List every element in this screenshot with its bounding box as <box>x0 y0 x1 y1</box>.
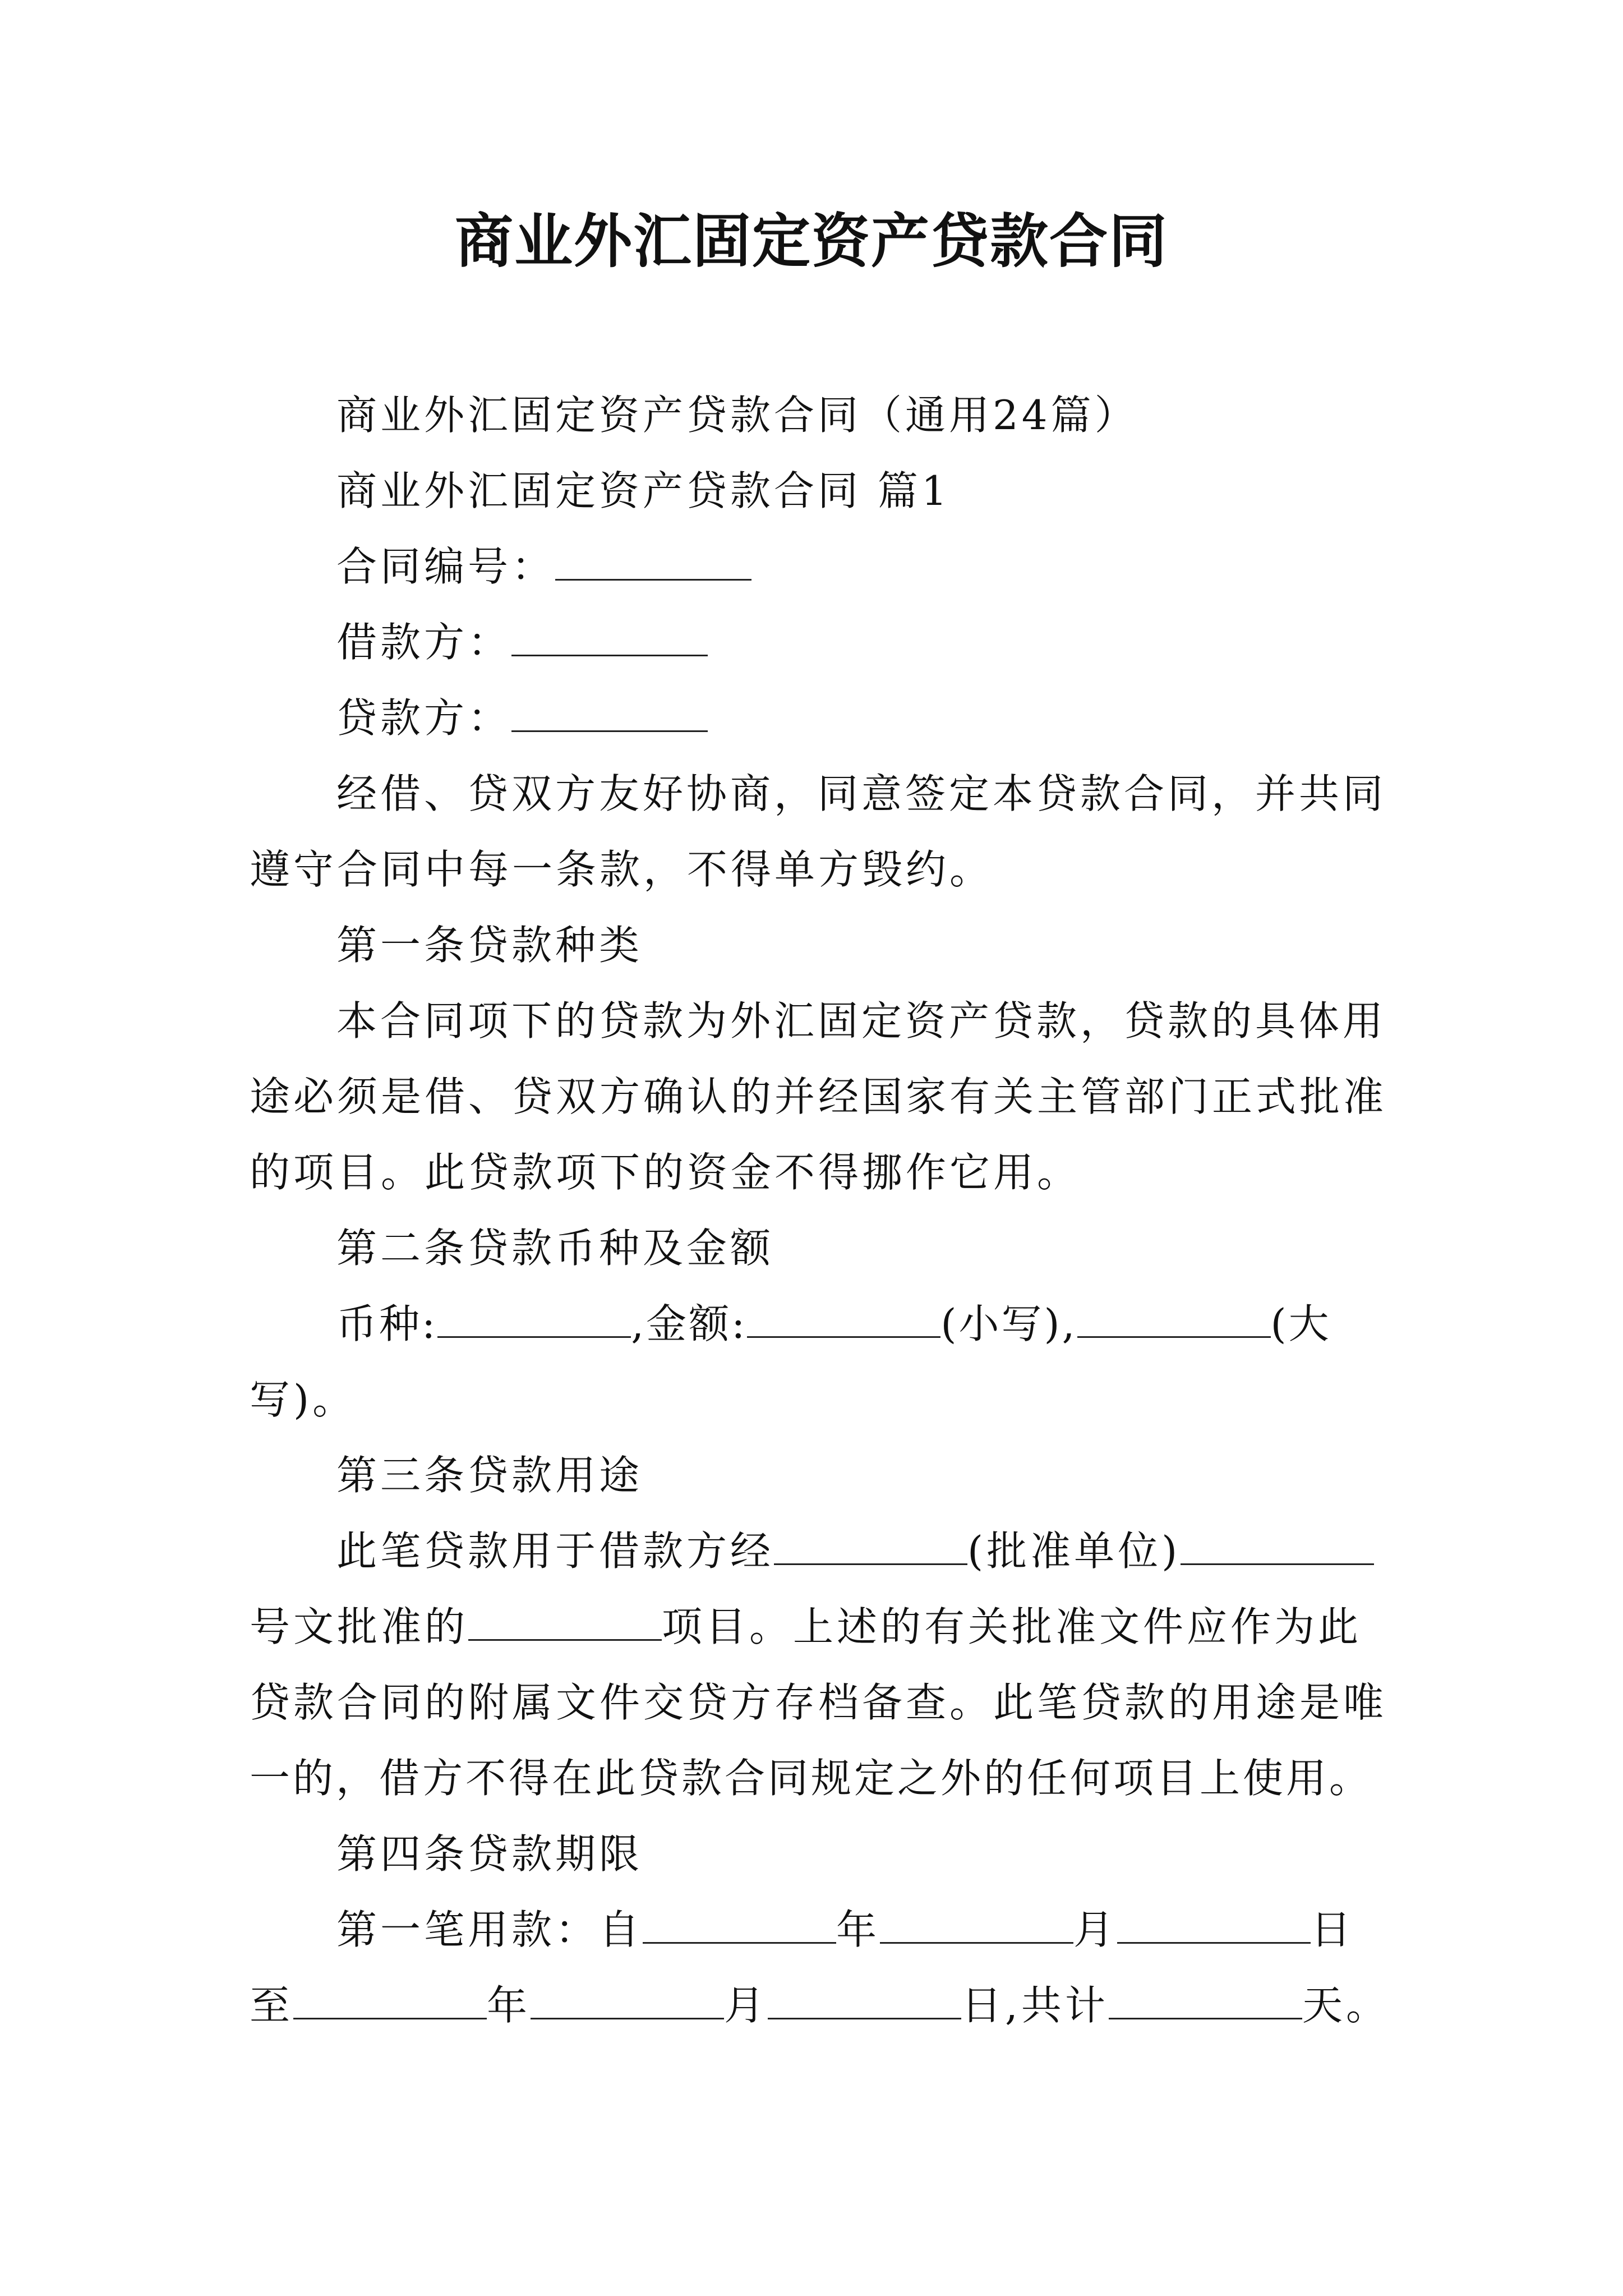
article-3-line-4: 一的，借方不得在此贷款合同规定之外的任何项目上使用。 <box>250 1755 1373 1802</box>
day-total-label: 日,共计 <box>961 1982 1109 2029</box>
article-3-line-3: 贷款合同的附属文件交贷方存档备查。此笔贷款的用途是唯 <box>250 1679 1387 1726</box>
borrower-row <box>336 614 708 670</box>
end-month-blank <box>531 1978 724 2019</box>
contract-number-row <box>336 539 751 595</box>
first-draw-label: 第一笔用款：自 <box>336 1906 643 1953</box>
article-1-line-1: 本合同项下的贷款为外汇固定资产贷款，贷款的具体用 <box>336 997 1387 1045</box>
small-label: (小写), <box>940 1300 1077 1347</box>
intro-line-1: 经借、贷双方友好协商，同意签定本贷款合同，并共同 <box>336 770 1387 817</box>
amount-small-blank <box>747 1297 940 1338</box>
article-1-heading: 第一条贷款种类 <box>336 922 643 969</box>
article-4-line-2 <box>250 1977 1390 2033</box>
big-label: (大 <box>1270 1300 1331 1347</box>
start-year-blank <box>643 1903 836 1944</box>
lender-row <box>336 690 708 746</box>
lender-blank <box>511 691 708 732</box>
article-4-heading: 第四条贷款期限 <box>336 1830 643 1878</box>
article-3-l2-a: 号文批准的 <box>250 1603 469 1650</box>
document-number-blank <box>1181 1524 1374 1565</box>
currency-blank <box>437 1297 631 1338</box>
days-end-label: 天。 <box>1302 1982 1390 2029</box>
end-year-label: 年 <box>487 1982 531 2029</box>
article-2-heading: 第二条贷款币种及金额 <box>336 1225 774 1272</box>
start-year-label: 年 <box>836 1906 880 1953</box>
article-1-line-2: 途必须是借、贷双方确认的并经国家有关主管部门正式批准 <box>250 1073 1387 1120</box>
contract-number-blank <box>555 540 751 581</box>
start-day-label: 日 <box>1311 1906 1355 1953</box>
article-2-line-2: 写)。 <box>250 1376 357 1423</box>
to-label: 至 <box>250 1982 294 2029</box>
document-subtitle: 商业外汇固定资产贷款合同（通用24篇） <box>336 392 1138 439</box>
end-month-label: 月 <box>724 1982 768 2029</box>
article-3-l1-a: 此笔贷款用于借款方经 <box>336 1527 774 1575</box>
borrower-blank <box>511 615 708 656</box>
intro-line-2: 遵守合同中每一条款，不得单方毁约。 <box>250 846 994 893</box>
article-1-line-3: 的项目。此贷款项下的资金不得挪作它用。 <box>250 1149 1081 1196</box>
amount-label: ,金额: <box>631 1300 748 1347</box>
article-3-heading: 第三条贷款用途 <box>336 1452 643 1499</box>
currency-label: 币种: <box>336 1300 438 1347</box>
start-day-blank <box>1117 1903 1311 1944</box>
lender-label: 贷款方： <box>336 694 512 742</box>
document-title: 商业外汇固定资产贷款合同 <box>454 206 1168 275</box>
article-3-line-1 <box>336 1523 1374 1579</box>
end-year-blank <box>293 1978 487 2019</box>
article-3-l1-b: (批准单位) <box>967 1527 1181 1575</box>
article-3-l2-b: 项目。上述的有关批准文件应作为此 <box>662 1603 1362 1650</box>
start-month-label: 月 <box>1073 1906 1118 1953</box>
contract-number-label: 合同编号： <box>336 543 556 590</box>
end-day-blank <box>768 1978 961 2019</box>
borrower-label: 借款方： <box>336 619 512 666</box>
total-days-blank <box>1109 1978 1302 2019</box>
article-3-line-2 <box>250 1599 1362 1655</box>
article-2-line-1 <box>336 1296 1331 1352</box>
article-4-line-1 <box>336 1902 1354 1958</box>
start-month-blank <box>880 1903 1073 1944</box>
part-heading: 商业外汇固定资产贷款合同 篇1 <box>336 467 951 514</box>
project-name-blank <box>468 1600 662 1641</box>
amount-big-blank <box>1077 1297 1271 1338</box>
approval-unit-blank <box>774 1524 967 1565</box>
